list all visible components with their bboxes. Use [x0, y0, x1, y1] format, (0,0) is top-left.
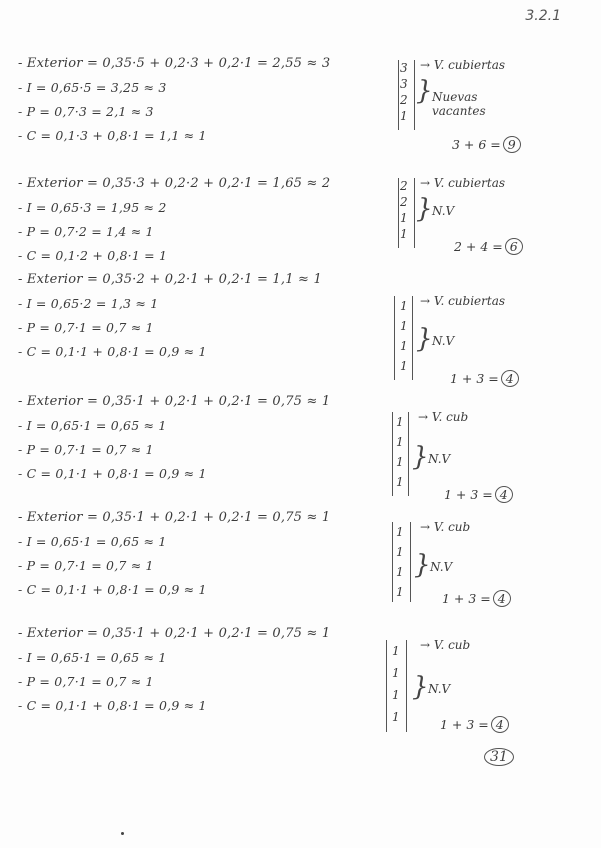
- c-line: - C = 0,1·1 + 0,8·1 = 0,9 ≈ 1: [18, 344, 207, 359]
- circled-total: 6: [505, 238, 523, 255]
- tally-column: [396, 412, 410, 492]
- tally-bar-left: [392, 412, 393, 496]
- sum-expression: [440, 716, 509, 733]
- tally-group: [382, 296, 572, 386]
- covered-label: → V. cubiertas: [420, 294, 506, 308]
- tally-value: 2: [400, 179, 408, 193]
- tally-group: [382, 60, 572, 150]
- exterior-line: - Exterior = 0,35·1 + 0,2·1 + 0,2·1 = 0,75 ≈ 1: [18, 510, 331, 525]
- p-line: - P = 0,7·1 = 0,7 ≈ 1: [18, 442, 154, 457]
- tally-value: 1: [392, 688, 400, 702]
- page-number: 3.2.1: [525, 8, 561, 24]
- tally-bar-left: [386, 640, 387, 732]
- tally-column: [400, 60, 414, 124]
- calculation-block: [18, 268, 388, 364]
- tally-value: 1: [400, 211, 408, 225]
- calculation-block: [18, 622, 388, 718]
- p-line: - P = 0,7·1 = 0,7 ≈ 1: [18, 558, 154, 573]
- tally-bar-left: [398, 178, 399, 248]
- calculation-block: [18, 52, 388, 148]
- sum-text: 1 + 3 =: [450, 371, 499, 386]
- p-line: - P = 0,7·3 = 2,1 ≈ 3: [18, 104, 154, 119]
- tally-group: [382, 412, 572, 502]
- i-line: - I = 0,65·3 = 1,95 ≈ 2: [18, 200, 167, 215]
- c-line: - C = 0,1·1 + 0,8·1 = 0,9 ≈ 1: [18, 582, 207, 597]
- tally-value: 1: [396, 475, 404, 489]
- tally-value: 3: [400, 77, 408, 91]
- tally-value: 1: [396, 455, 404, 469]
- tally-value: 1: [392, 710, 400, 724]
- p-line: - P = 0,7·2 = 1,4 ≈ 1: [18, 224, 154, 239]
- tally-value: 1: [392, 666, 400, 680]
- tally-group: [382, 522, 572, 612]
- tally-bar-right: [414, 60, 415, 130]
- tally-value: 1: [396, 435, 404, 449]
- brace-icon: }: [416, 324, 433, 354]
- tally-column: [400, 296, 414, 376]
- tally-value: 2: [400, 93, 408, 107]
- brace-icon: }: [416, 76, 433, 106]
- circled-total: 4: [491, 716, 509, 733]
- tally-value: 1: [392, 644, 400, 658]
- c-line: - C = 0,1·3 + 0,8·1 = 1,1 ≈ 1: [18, 128, 207, 143]
- ink-dot: [121, 832, 124, 835]
- covered-label: → V. cub: [420, 520, 471, 534]
- circled-total: 4: [493, 590, 511, 607]
- covered-label: → V. cub: [418, 410, 469, 424]
- tally-value: 1: [396, 415, 404, 429]
- exterior-line: - Exterior = 0,35·2 + 0,2·1 + 0,2·1 = 1,1 ≈ 1: [18, 272, 322, 287]
- tally-column: [396, 522, 410, 602]
- brace-icon: }: [414, 550, 431, 580]
- sum-expression: [442, 590, 511, 607]
- i-line: - I = 0,65·1 = 0,65 ≈ 1: [18, 534, 167, 549]
- brace-icon: }: [412, 442, 429, 472]
- tally-value: 1: [396, 525, 404, 539]
- p-line: - P = 0,7·1 = 0,7 ≈ 1: [18, 320, 154, 335]
- sum-text: 2 + 4 =: [454, 239, 503, 254]
- i-line: - I = 0,65·5 = 3,25 ≈ 3: [18, 80, 167, 95]
- exterior-line: - Exterior = 0,35·1 + 0,2·1 + 0,2·1 = 0,75 ≈ 1: [18, 626, 331, 641]
- tally-bar-left: [398, 60, 399, 130]
- tally-bar-right: [406, 640, 407, 732]
- tally-value: 1: [396, 545, 404, 559]
- brace-icon: }: [412, 672, 429, 702]
- new-vacancies-label: N.V: [430, 560, 453, 574]
- sum-expression: [450, 370, 519, 387]
- final-total: 31: [484, 748, 514, 766]
- covered-label: → V. cubiertas: [420, 176, 506, 190]
- brace-icon: }: [416, 194, 433, 224]
- covered-label: → V. cub: [420, 638, 471, 652]
- sum-expression: [452, 136, 521, 153]
- tally-column: [400, 178, 414, 242]
- tally-value: 2: [400, 195, 408, 209]
- new-vacancies-label: Nuevas vacantes: [432, 90, 486, 118]
- sum-text: 1 + 3 =: [440, 717, 489, 732]
- sum-expression: [454, 238, 523, 255]
- c-line: - C = 0,1·2 + 0,8·1 = 1: [18, 248, 168, 263]
- calculation-block: [18, 390, 388, 486]
- tally-value: 1: [400, 339, 408, 353]
- sum-text: 1 + 3 =: [444, 487, 493, 502]
- tally-bar-left: [394, 296, 395, 380]
- tally-value: 1: [396, 585, 404, 599]
- exterior-line: - Exterior = 0,35·1 + 0,2·1 + 0,2·1 = 0,75 ≈ 1: [18, 394, 331, 409]
- calculation-block: [18, 172, 388, 268]
- tally-column: [392, 640, 406, 728]
- new-vacancies-label: N.V: [432, 204, 455, 218]
- sum-expression: [444, 486, 513, 503]
- new-vacancies-label: N.V: [432, 334, 455, 348]
- exterior-line: - Exterior = 0,35·3 + 0,2·2 + 0,2·1 = 1,65 ≈ 2: [18, 176, 331, 191]
- tally-bar-right: [410, 522, 411, 602]
- new-vacancies-label: N.V: [428, 682, 451, 696]
- sum-text: 1 + 3 =: [442, 591, 491, 606]
- new-vacancies-label: N.V: [428, 452, 451, 466]
- tally-group: [382, 640, 572, 740]
- tally-value: 1: [400, 109, 408, 123]
- circled-total: 9: [503, 136, 521, 153]
- i-line: - I = 0,65·1 = 0,65 ≈ 1: [18, 650, 167, 665]
- i-line: - I = 0,65·2 = 1,3 ≈ 1: [18, 296, 159, 311]
- circled-total: 4: [495, 486, 513, 503]
- tally-value: 3: [400, 61, 408, 75]
- p-line: - P = 0,7·1 = 0,7 ≈ 1: [18, 674, 154, 689]
- tally-value: 1: [400, 227, 408, 241]
- i-line: - I = 0,65·1 = 0,65 ≈ 1: [18, 418, 167, 433]
- c-line: - C = 0,1·1 + 0,8·1 = 0,9 ≈ 1: [18, 698, 207, 713]
- sum-text: 3 + 6 =: [452, 137, 501, 152]
- tally-bar-left: [392, 522, 393, 602]
- c-line: - C = 0,1·1 + 0,8·1 = 0,9 ≈ 1: [18, 466, 207, 481]
- tally-value: 1: [400, 319, 408, 333]
- tally-group: [382, 178, 572, 268]
- tally-value: 1: [400, 359, 408, 373]
- covered-label: → V. cubiertas: [420, 58, 506, 72]
- circled-total: 4: [501, 370, 519, 387]
- tally-value: 1: [400, 299, 408, 313]
- exterior-line: - Exterior = 0,35·5 + 0,2·3 + 0,2·1 = 2,55 ≈ 3: [18, 56, 331, 71]
- tally-bar-right: [414, 178, 415, 248]
- calculation-block: [18, 506, 388, 602]
- tally-value: 1: [396, 565, 404, 579]
